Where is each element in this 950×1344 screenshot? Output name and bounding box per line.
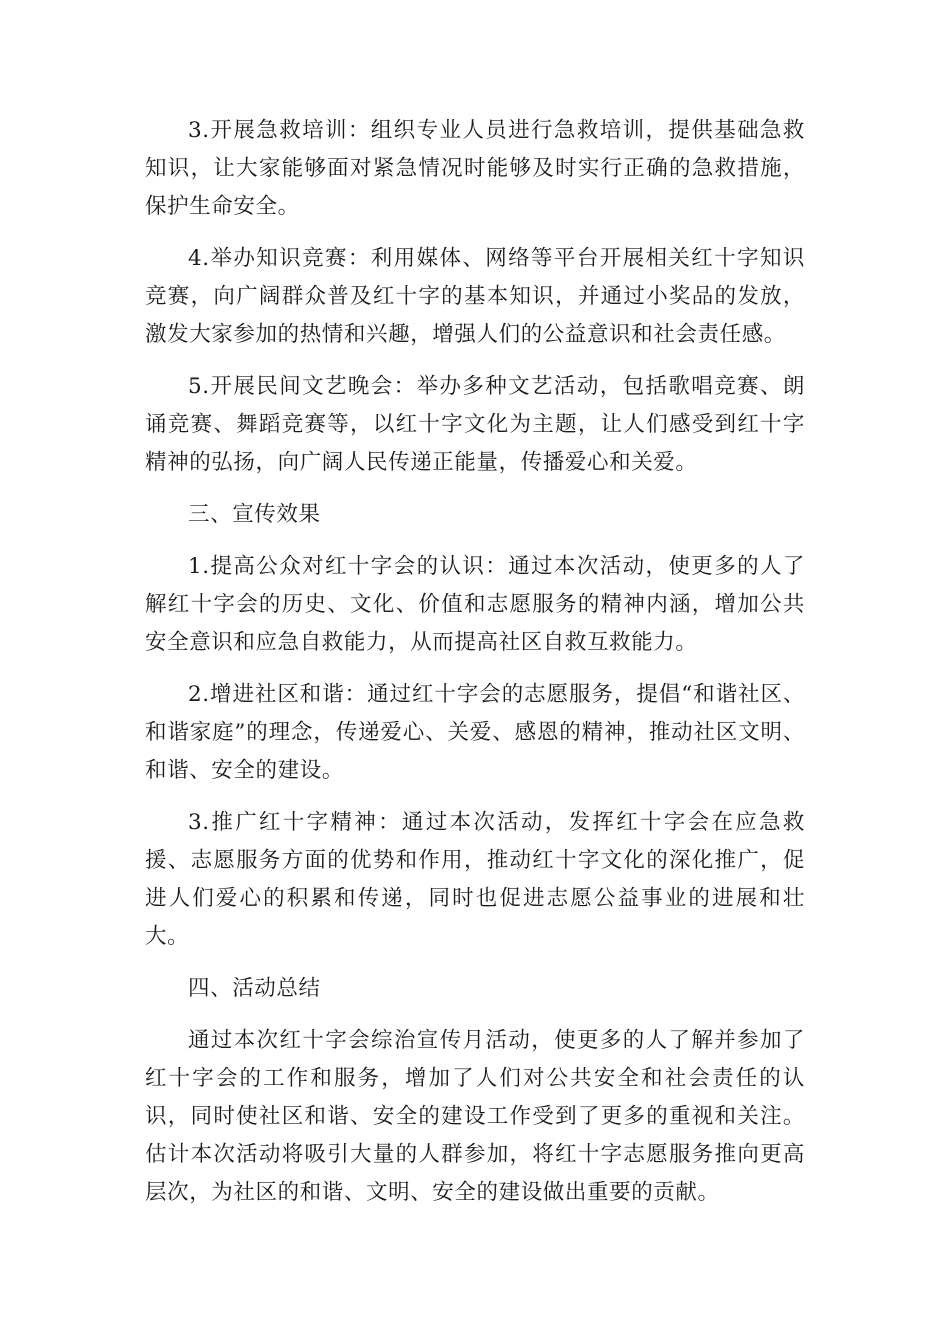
paragraph-summary: 通过本次红十字会综治宣传月活动，使更多的人了解并参加了红十字会的工作和服务，增加了人们对公共安全和社会责任的认识，同时使社区和谐、安全的建设工作受到了更多的重视和关注。估计本次活动将吸引大量的人群参加，将红十字志愿服务推向更高层次，为社区的和谐、文明、安全的建设做出重要的贡献。 [145,1028,805,1205]
paragraph-public-awareness: 1.提高公众对红十字会的认识：通过本次活动，使更多的人了解红十字会的历史、文化、价值和志愿服务的精神内涵，增加公共安全意识和应急自救能力，从而提高社区自救互救能力。 [145,554,805,655]
paragraph-red-cross-spirit: 3.推广红十字精神：通过本次活动，发挥红十字会在应急救援、志愿服务方面的优势和作用，推动红十字文化的深化推广，促进人们爱心的积累和传递，同时也促进志愿公益事业的进展和壮大。 [145,810,805,949]
paragraph-arts-evening: 5.开展民间文艺晚会：举办多种文艺活动，包括歌唱竞赛、朗诵竞赛、舞蹈竞赛等，以红十字文化为主题，让人们感受到红十字精神的弘扬，向广阔人民传递正能量，传播爱心和关爱。 [145,374,805,475]
section-heading-publicity-effect: 三、宣传效果 [188,502,321,527]
section-heading-activity-summary: 四、活动总结 [188,976,321,1001]
paragraph-community-harmony: 2.增进社区和谐：通过红十字会的志愿服务，提倡“和谐社区、和谐家庭”的理念，传递爱心、关爱、感恩的精神，推动社区文明、和谐、安全的建设。 [145,682,805,783]
paragraph-knowledge-contest: 4.举办知识竞赛：利用媒体、网络等平台开展相关红十字知识竞赛，向广阔群众普及红十字的基本知识，并通过小奖品的发放，激发大家参加的热情和兴趣，增强人们的公益意识和社会责任感。 [145,246,805,347]
paragraph-first-aid-training: 3.开展急救培训：组织专业人员进行急救培训，提供基础急救知识，让大家能够面对紧急情况时能够及时实行正确的急救措施，保护生命安全。 [145,118,805,219]
document-page [145,112,805,1226]
